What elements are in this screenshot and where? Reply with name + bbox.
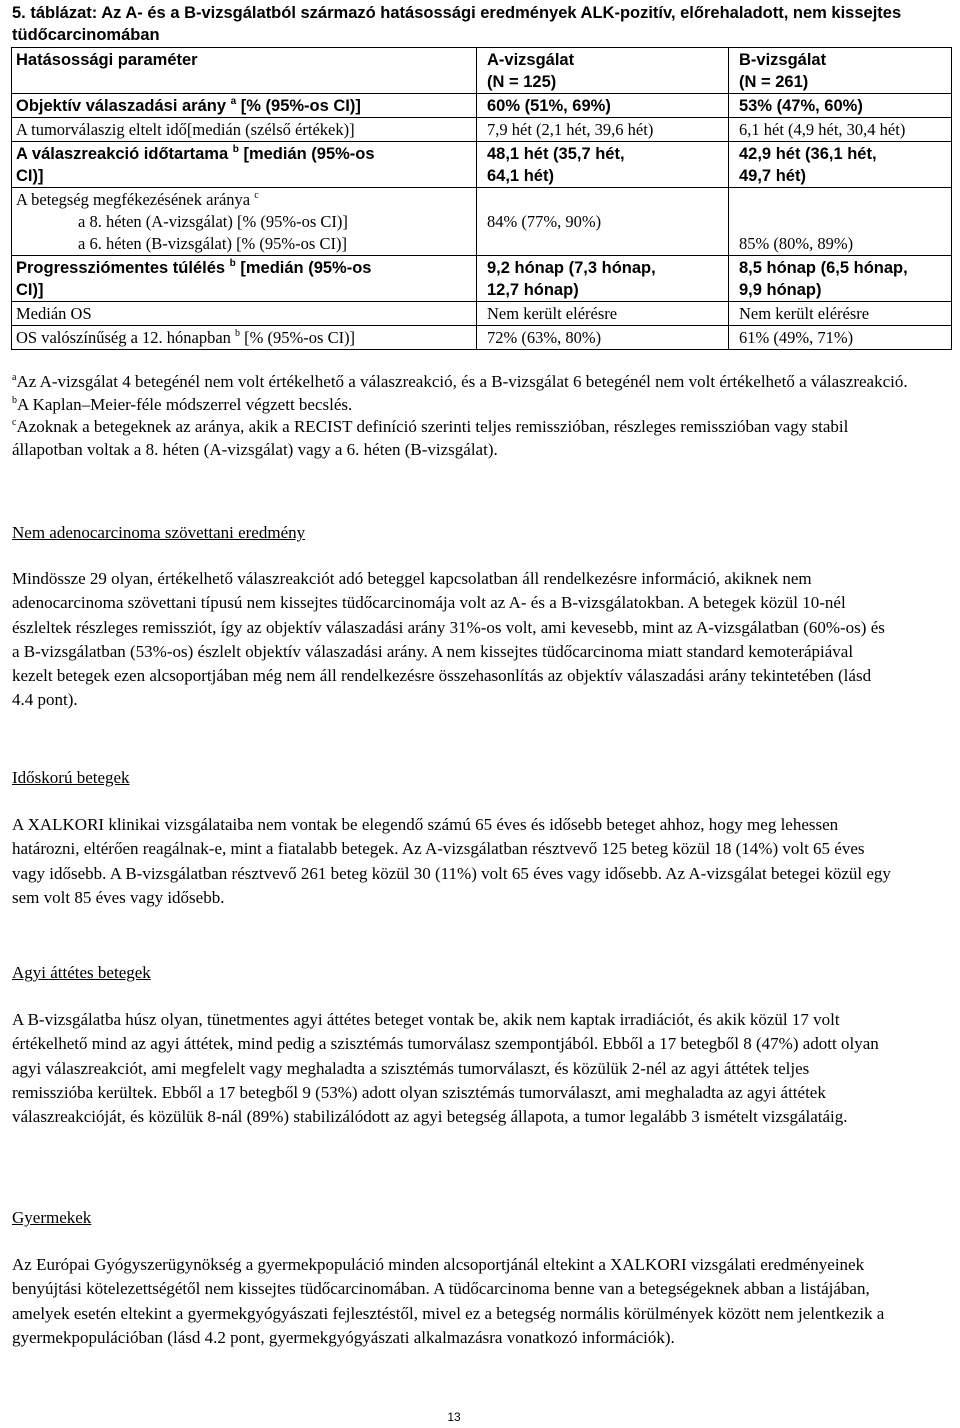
header-parameter: Hatásossági paraméter: [12, 48, 477, 94]
table-caption: 5. táblázat: Az A- és a B-vizsgálatból származó hatásossági eredmények ALK-pozitív, előrehaladott, nem kissejtes tüdőcarcinomában: [12, 4, 902, 44]
section-elderly: [12, 767, 892, 910]
section-heading: Gyermekek: [12, 1208, 92, 1227]
section-body: Az Európai Gyógyszerügynökség a gyermekpopuláció minden alcsoportjánál eltekint a XALKORI vizsgálati eredményeinek benyújtási kötelezettségétől nem kissejtes tüdőcarcinomában. A tüdőcarcinoma benne van a betegségeknek abban a listájában, amelyek esetén eltekint a gyermekgyógyászati fejlesztéstől, mivel ez a betegség normális körülmények között nem jelentkezik a gyermekpopulációban (lásd 4.2 pont, gyermekgyógyászati alkalmazásra vonatkozó információk).: [12, 1255, 885, 1347]
section-body: A B-vizsgálatba húsz olyan, tünetmentes agyi áttétes beteget vontak be, akik nem kaptak irradiációt, és akik közül 17 volt értékelhető mind az agyi áttétek, mind pedig a szisztémás tumorválasz szempontjából. Ebből a 17 betegből 8 (47%) adott olyan agyi válaszreakciót, ami megfelelt vagy meghaladta a szisztémás tumorválaszt, és közülük 2-nél az agyi áttétek teljes remisszióba kerültek. Ebből a 17 betegből 9 (53%) adott olyan szisztémás tumorválaszt, ami meghaladta az agyi áttétek válaszreakcióját, és közülük 8-nál (89%) stabilizálódott az agyi betegség állapota, a tumor legalább 3 ismételt vizsgálatáig.: [12, 1010, 879, 1127]
table-row-os12: [12, 326, 952, 350]
table-header-row: [12, 48, 952, 94]
table-row-os: [12, 302, 952, 326]
table-row-ttr: [12, 118, 952, 142]
footnote-b: $^b$A Kaplan–Meier-féle módszerrel végzett becslés.: [12, 394, 353, 414]
table-row-orr: [12, 94, 952, 118]
section-body: Mindössze 29 olyan, értékelhető válaszreakciót adó beteggel kapcsolatban áll rendelkezésre információ, akiknek nem adenocarcinoma szövettani típusú nem kissejtes tüdőcarcinomája volt az A- és a B-vizsgálatokban. A betegek közül 10-nél észleltek részleges remissziót, így az objektív válaszadási arány 31%-os volt, ami kevesebb, mint az A-vizsgálatban (60%-os) és a B-vizsgálatban (53%-os) észlelt objektív válaszadási arány. A nem kissejtes tüdőcarcinoma miatt standard kemoterápiával kezelt betegek ezen alcsoportjában még nem áll rendelkezésre összehasonlítás az objektív válaszadási arány tekintetében (lásd 4.4 pont).: [12, 569, 885, 710]
section-nonadeno: [12, 522, 892, 713]
cell-a: 48,1 hét (35,7 hét, 64,1 hét): [477, 142, 729, 188]
cell-a: 7,9 hét (2,1 hét, 39,6 hét): [477, 118, 729, 142]
section-heading: Időskorú betegek: [12, 768, 130, 787]
row-label: A betegség megfékezésének aránya $^c$ a 8. héten (A-vizsgálat) [% (95%-os CI)] a 6. héten (B-vizsgálat) [% (95%-os CI)]: [12, 188, 477, 256]
row-label: A tumorválaszig eltelt idő[medián (szélső értékek)]: [12, 118, 477, 142]
row-label: Medián OS: [12, 302, 477, 326]
cell-b: Nem került elérésre: [729, 302, 952, 326]
footnote-c: $^c$Azoknak a betegeknek az aránya, akik a RECIST definíció szerinti teljes remisszióban, részleges remisszióban vagy stabil állapotban voltak a 8. héten (A-vizsgálat) vagy a 6. héten (B-vizsgálat).: [12, 417, 849, 459]
efficacy-table: [11, 47, 952, 350]
row-label: Objektív válaszadási arány $^a$ [% (95%-os CI)]: [12, 94, 477, 118]
cell-a: 9,2 hónap (7,3 hónap, 12,7 hónap): [477, 256, 729, 302]
section-heading: Agyi áttétes betegek: [12, 963, 151, 982]
cell-a: 84% (77%, 90%): [477, 188, 729, 256]
section-children: [12, 1207, 892, 1350]
section-heading: Nem adenocarcinoma szövettani eredmény: [12, 523, 306, 542]
cell-b: 6,1 hét (4,9 hét, 30,4 hét): [729, 118, 952, 142]
table-footnotes: [12, 371, 912, 461]
footnote-a: $^a$Az A-vizsgálat 4 betegénél nem volt értékelhető a válaszreakció, és a B-vizsgálat 6 betegénél nem volt értékelhető a válaszreakció.: [12, 372, 908, 391]
header-study-a: A-vizsgálat (N = 125): [477, 48, 729, 94]
cell-a: 60% (51%, 69%): [477, 94, 729, 118]
row-label: Progressziómentes túlélés $^b$ [medián (95%-os CI)]: [12, 256, 477, 302]
table-row-dor: [12, 142, 952, 188]
cell-a: Nem került elérésre: [477, 302, 729, 326]
cell-b: 42,9 hét (36,1 hét, 49,7 hét): [729, 142, 952, 188]
cell-a: 72% (63%, 80%): [477, 326, 729, 350]
section-body: A XALKORI klinikai vizsgálataiba nem vontak be elegendő számú 65 éves és idősebb beteget ahhoz, hogy meg lehessen határozni, eltérően reagálnak-e, mint a fiatalabb betegek. Az A-vizsgálatban résztvevő 125 beteg közül 18 (14%) volt 65 éves vagy idősebb. A B-vizsgálatban résztvevő 261 beteg közül 30 (11%) volt 65 éves vagy idősebb. Az A-vizsgálat betegei közül egy sem volt 85 éves vagy idősebb.: [12, 815, 891, 907]
row-label: OS valószínűség a 12. hónapban $^b$ [% (95%-os CI)]: [12, 326, 477, 350]
section-brain: [12, 962, 892, 1129]
row-label: A válaszreakció időtartama $^b$ [medián (95%-os CI)]: [12, 142, 477, 188]
cell-b: 61% (49%, 71%): [729, 326, 952, 350]
cell-b: 8,5 hónap (6,5 hónap, 9,9 hónap): [729, 256, 952, 302]
table-row-pfs: [12, 256, 952, 302]
cell-b: 53% (47%, 60%): [729, 94, 952, 118]
page-number: 13: [447, 1410, 461, 1424]
table-row-dcr: [12, 188, 952, 256]
cell-b: 85% (80%, 89%): [729, 188, 952, 256]
header-study-b: B-vizsgálat (N = 261): [729, 48, 952, 94]
